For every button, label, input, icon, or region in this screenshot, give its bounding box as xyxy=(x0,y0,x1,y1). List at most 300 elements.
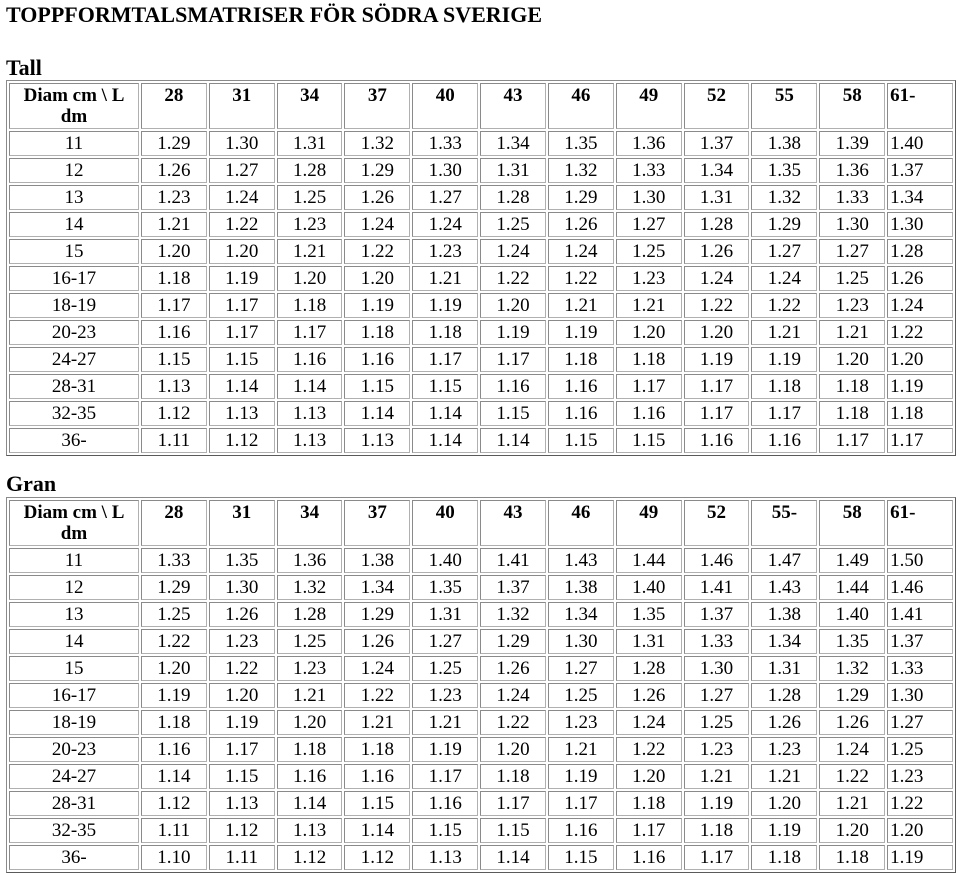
section-title-tall: Tall xyxy=(6,55,42,80)
table-cell: 1.14 xyxy=(344,401,410,426)
table-cell: 1.14 xyxy=(412,428,478,453)
table-cell: 1.17 xyxy=(209,293,275,318)
table-cell: 1.28 xyxy=(277,158,343,183)
table-cell: 1.19 xyxy=(209,710,275,735)
column-header: 40 xyxy=(412,83,478,129)
table-cell: 1.19 xyxy=(412,737,478,762)
table-cell: 1.41 xyxy=(887,602,953,627)
table-cell: 1.32 xyxy=(344,131,410,156)
table-cell: 1.34 xyxy=(344,575,410,600)
row-label: 20-23 xyxy=(9,320,139,345)
row-label: 18-19 xyxy=(9,293,139,318)
table-cell: 1.26 xyxy=(209,602,275,627)
table-cell: 1.21 xyxy=(684,764,750,789)
table-cell: 1.50 xyxy=(887,548,953,573)
table-cell: 1.17 xyxy=(684,401,750,426)
table-cell: 1.32 xyxy=(819,656,885,681)
table-cell: 1.21 xyxy=(616,293,682,318)
table-cell: 1.40 xyxy=(412,548,478,573)
table-row xyxy=(9,347,953,372)
table-cell: 1.14 xyxy=(480,428,546,453)
column-header: 61- xyxy=(887,500,953,546)
table-cell: 1.13 xyxy=(209,791,275,816)
table-row xyxy=(9,293,953,318)
table-cell: 1.29 xyxy=(548,185,614,210)
table-cell: 1.21 xyxy=(548,737,614,762)
table-cell: 1.22 xyxy=(684,293,750,318)
table-cell: 1.30 xyxy=(412,158,478,183)
table-cell: 1.17 xyxy=(209,320,275,345)
row-label: 11 xyxy=(9,131,139,156)
column-header: 37 xyxy=(344,500,410,546)
table-cell: 1.23 xyxy=(684,737,750,762)
table-cell: 1.24 xyxy=(412,212,478,237)
column-header: 43 xyxy=(480,83,546,129)
table-cell: 1.10 xyxy=(141,845,207,870)
table-cell: 1.30 xyxy=(887,212,953,237)
table-cell: 1.13 xyxy=(141,374,207,399)
table-cell: 1.23 xyxy=(209,629,275,654)
table-cell: 1.20 xyxy=(344,266,410,291)
tall-matrix-table xyxy=(6,80,956,456)
table-cell: 1.34 xyxy=(751,629,817,654)
corner-header: Diam cm \ L dm xyxy=(9,500,139,546)
row-label: 14 xyxy=(9,629,139,654)
table-cell: 1.40 xyxy=(616,575,682,600)
table-cell: 1.19 xyxy=(751,347,817,372)
table-cell: 1.16 xyxy=(141,320,207,345)
table-row xyxy=(9,575,953,600)
table-cell: 1.12 xyxy=(141,791,207,816)
table-cell: 1.23 xyxy=(141,185,207,210)
section-title-gran: Gran xyxy=(6,471,57,496)
table-cell: 1.19 xyxy=(684,791,750,816)
table-cell: 1.15 xyxy=(548,845,614,870)
table-row xyxy=(9,710,953,735)
table-cell: 1.16 xyxy=(412,791,478,816)
table-cell: 1.11 xyxy=(141,428,207,453)
column-header: 49 xyxy=(616,83,682,129)
table-cell: 1.19 xyxy=(480,320,546,345)
table-cell: 1.34 xyxy=(480,131,546,156)
table-cell: 1.22 xyxy=(141,629,207,654)
table-cell: 1.24 xyxy=(887,293,953,318)
table-cell: 1.18 xyxy=(277,737,343,762)
table-row xyxy=(9,683,953,708)
table-cell: 1.17 xyxy=(412,347,478,372)
table-cell: 1.23 xyxy=(277,656,343,681)
table-cell: 1.37 xyxy=(480,575,546,600)
table-cell: 1.26 xyxy=(751,710,817,735)
table-cell: 1.35 xyxy=(548,131,614,156)
table-cell: 1.12 xyxy=(209,428,275,453)
table-cell: 1.30 xyxy=(684,656,750,681)
table-cell: 1.22 xyxy=(480,710,546,735)
row-label: 15 xyxy=(9,239,139,264)
table-cell: 1.20 xyxy=(277,266,343,291)
table-cell: 1.12 xyxy=(344,845,410,870)
table-cell: 1.31 xyxy=(616,629,682,654)
corner-header: Diam cm \ L dm xyxy=(9,83,139,129)
table-cell: 1.27 xyxy=(751,239,817,264)
table-cell: 1.21 xyxy=(277,239,343,264)
table-cell: 1.15 xyxy=(548,428,614,453)
table-cell: 1.16 xyxy=(616,845,682,870)
table-row xyxy=(9,158,953,183)
table-cell: 1.27 xyxy=(887,710,953,735)
table-cell: 1.43 xyxy=(751,575,817,600)
table-cell: 1.25 xyxy=(616,239,682,264)
table-cell: 1.26 xyxy=(819,710,885,735)
table-cell: 1.35 xyxy=(412,575,478,600)
table-cell: 1.16 xyxy=(751,428,817,453)
table-cell: 1.28 xyxy=(684,212,750,237)
table-cell: 1.29 xyxy=(344,158,410,183)
table-cell: 1.20 xyxy=(887,347,953,372)
table-cell: 1.34 xyxy=(684,158,750,183)
table-row xyxy=(9,428,953,453)
header-row xyxy=(9,83,953,129)
table-cell: 1.16 xyxy=(616,401,682,426)
table-cell: 1.22 xyxy=(887,320,953,345)
table-cell: 1.18 xyxy=(141,710,207,735)
column-header: 49 xyxy=(616,500,682,546)
table-cell: 1.34 xyxy=(548,602,614,627)
table-cell: 1.35 xyxy=(819,629,885,654)
table-cell: 1.18 xyxy=(887,401,953,426)
table-cell: 1.31 xyxy=(751,656,817,681)
gran-matrix-table xyxy=(6,497,956,873)
table-cell: 1.44 xyxy=(616,548,682,573)
table-cell: 1.20 xyxy=(480,737,546,762)
table-cell: 1.21 xyxy=(277,683,343,708)
column-header: 58 xyxy=(819,83,885,129)
row-label: 16-17 xyxy=(9,266,139,291)
table-cell: 1.43 xyxy=(548,548,614,573)
table-cell: 1.37 xyxy=(684,602,750,627)
table-cell: 1.22 xyxy=(887,791,953,816)
table-cell: 1.22 xyxy=(616,737,682,762)
table-cell: 1.30 xyxy=(616,185,682,210)
table-cell: 1.18 xyxy=(344,737,410,762)
table-cell: 1.13 xyxy=(344,428,410,453)
table-cell: 1.23 xyxy=(751,737,817,762)
table-cell: 1.17 xyxy=(887,428,953,453)
table-cell: 1.26 xyxy=(548,212,614,237)
table-cell: 1.24 xyxy=(480,239,546,264)
row-label: 13 xyxy=(9,602,139,627)
table-cell: 1.22 xyxy=(344,683,410,708)
table-cell: 1.20 xyxy=(887,818,953,843)
table-cell: 1.46 xyxy=(887,575,953,600)
table-cell: 1.20 xyxy=(751,791,817,816)
table-cell: 1.33 xyxy=(684,629,750,654)
table-cell: 1.41 xyxy=(480,548,546,573)
table-cell: 1.25 xyxy=(412,656,478,681)
column-header: 55 xyxy=(751,83,817,129)
table-cell: 1.29 xyxy=(751,212,817,237)
table-cell: 1.22 xyxy=(209,212,275,237)
table-cell: 1.44 xyxy=(819,575,885,600)
column-header: 55- xyxy=(751,500,817,546)
table-cell: 1.31 xyxy=(412,602,478,627)
table-cell: 1.20 xyxy=(616,764,682,789)
table-cell: 1.26 xyxy=(684,239,750,264)
table-cell: 1.20 xyxy=(141,656,207,681)
table-cell: 1.13 xyxy=(277,818,343,843)
table-cell: 1.25 xyxy=(548,683,614,708)
table-cell: 1.35 xyxy=(616,602,682,627)
table-row xyxy=(9,791,953,816)
table-cell: 1.24 xyxy=(819,737,885,762)
table-cell: 1.32 xyxy=(751,185,817,210)
table-cell: 1.31 xyxy=(480,158,546,183)
table-cell: 1.22 xyxy=(480,266,546,291)
table-row xyxy=(9,845,953,870)
table-cell: 1.14 xyxy=(141,764,207,789)
table-cell: 1.14 xyxy=(412,401,478,426)
table-cell: 1.19 xyxy=(684,347,750,372)
row-label: 20-23 xyxy=(9,737,139,762)
table-cell: 1.27 xyxy=(209,158,275,183)
table-cell: 1.13 xyxy=(209,401,275,426)
table-cell: 1.26 xyxy=(616,683,682,708)
table-cell: 1.18 xyxy=(751,845,817,870)
table-cell: 1.12 xyxy=(277,845,343,870)
table-cell: 1.37 xyxy=(684,131,750,156)
table-cell: 1.16 xyxy=(277,764,343,789)
table-cell: 1.16 xyxy=(548,401,614,426)
table-cell: 1.20 xyxy=(684,320,750,345)
table-cell: 1.27 xyxy=(412,185,478,210)
table-cell: 1.19 xyxy=(141,683,207,708)
table-cell: 1.21 xyxy=(548,293,614,318)
row-label: 24-27 xyxy=(9,347,139,372)
table-cell: 1.13 xyxy=(277,401,343,426)
table-cell: 1.22 xyxy=(209,656,275,681)
table-cell: 1.17 xyxy=(751,401,817,426)
table-cell: 1.25 xyxy=(887,737,953,762)
table-cell: 1.30 xyxy=(548,629,614,654)
row-label: 16-17 xyxy=(9,683,139,708)
table-cell: 1.16 xyxy=(480,374,546,399)
table-cell: 1.18 xyxy=(141,266,207,291)
table-cell: 1.16 xyxy=(548,818,614,843)
table-cell: 1.17 xyxy=(684,845,750,870)
table-cell: 1.24 xyxy=(480,683,546,708)
table-cell: 1.38 xyxy=(344,548,410,573)
table-cell: 1.22 xyxy=(819,764,885,789)
table-cell: 1.13 xyxy=(277,428,343,453)
table-cell: 1.37 xyxy=(887,158,953,183)
table-cell: 1.20 xyxy=(616,320,682,345)
table-cell: 1.24 xyxy=(616,710,682,735)
table-cell: 1.24 xyxy=(344,212,410,237)
table-cell: 1.24 xyxy=(684,266,750,291)
table-cell: 1.21 xyxy=(141,212,207,237)
table-cell: 1.35 xyxy=(209,548,275,573)
table-cell: 1.26 xyxy=(141,158,207,183)
table-cell: 1.21 xyxy=(412,266,478,291)
table-cell: 1.17 xyxy=(480,347,546,372)
table-cell: 1.23 xyxy=(277,212,343,237)
table-cell: 1.24 xyxy=(344,656,410,681)
table-cell: 1.37 xyxy=(887,629,953,654)
table-cell: 1.17 xyxy=(819,428,885,453)
table-cell: 1.19 xyxy=(548,764,614,789)
table-cell: 1.22 xyxy=(751,293,817,318)
table-cell: 1.33 xyxy=(887,656,953,681)
table-cell: 1.28 xyxy=(480,185,546,210)
table-cell: 1.16 xyxy=(277,347,343,372)
table-cell: 1.14 xyxy=(209,374,275,399)
table-cell: 1.38 xyxy=(751,131,817,156)
table-cell: 1.27 xyxy=(548,656,614,681)
table-row xyxy=(9,629,953,654)
table-cell: 1.12 xyxy=(141,401,207,426)
table-cell: 1.31 xyxy=(277,131,343,156)
table-cell: 1.18 xyxy=(819,374,885,399)
table-cell: 1.29 xyxy=(480,629,546,654)
table-cell: 1.11 xyxy=(141,818,207,843)
table-cell: 1.15 xyxy=(412,818,478,843)
table-row xyxy=(9,374,953,399)
column-header: 43 xyxy=(480,500,546,546)
table-cell: 1.49 xyxy=(819,548,885,573)
table-cell: 1.24 xyxy=(751,266,817,291)
table-cell: 1.14 xyxy=(480,845,546,870)
table-cell: 1.18 xyxy=(480,764,546,789)
table-cell: 1.33 xyxy=(412,131,478,156)
table-cell: 1.18 xyxy=(412,320,478,345)
table-cell: 1.33 xyxy=(616,158,682,183)
row-label: 13 xyxy=(9,185,139,210)
table-cell: 1.18 xyxy=(684,818,750,843)
table-row xyxy=(9,401,953,426)
table-cell: 1.15 xyxy=(480,401,546,426)
table-cell: 1.20 xyxy=(141,239,207,264)
table-cell: 1.18 xyxy=(616,791,682,816)
table-cell: 1.21 xyxy=(751,320,817,345)
table-cell: 1.38 xyxy=(548,575,614,600)
table-cell: 1.20 xyxy=(209,683,275,708)
table-cell: 1.19 xyxy=(209,266,275,291)
table-row xyxy=(9,266,953,291)
table-cell: 1.16 xyxy=(344,347,410,372)
table-cell: 1.23 xyxy=(412,683,478,708)
column-header: 58 xyxy=(819,500,885,546)
table-cell: 1.19 xyxy=(344,293,410,318)
table-cell: 1.28 xyxy=(887,239,953,264)
table-cell: 1.24 xyxy=(209,185,275,210)
row-label: 18-19 xyxy=(9,710,139,735)
header-row xyxy=(9,500,953,546)
table-cell: 1.17 xyxy=(141,293,207,318)
table-cell: 1.41 xyxy=(684,575,750,600)
table-cell: 1.15 xyxy=(412,374,478,399)
table-cell: 1.20 xyxy=(480,293,546,318)
table-cell: 1.19 xyxy=(548,320,614,345)
table-cell: 1.23 xyxy=(412,239,478,264)
table-cell: 1.20 xyxy=(819,347,885,372)
row-label: 32-35 xyxy=(9,401,139,426)
table-cell: 1.40 xyxy=(819,602,885,627)
row-label: 15 xyxy=(9,656,139,681)
table-cell: 1.21 xyxy=(412,710,478,735)
table-cell: 1.25 xyxy=(277,185,343,210)
table-cell: 1.32 xyxy=(548,158,614,183)
table-cell: 1.35 xyxy=(751,158,817,183)
table-cell: 1.25 xyxy=(141,602,207,627)
table-row xyxy=(9,212,953,237)
table-cell: 1.16 xyxy=(141,737,207,762)
table-cell: 1.34 xyxy=(887,185,953,210)
table-cell: 1.24 xyxy=(548,239,614,264)
table-row xyxy=(9,602,953,627)
table-cell: 1.39 xyxy=(819,131,885,156)
table-cell: 1.22 xyxy=(344,239,410,264)
table-cell: 1.26 xyxy=(344,629,410,654)
table-cell: 1.21 xyxy=(819,791,885,816)
table-cell: 1.30 xyxy=(209,131,275,156)
table-cell: 1.29 xyxy=(141,131,207,156)
table-cell: 1.29 xyxy=(819,683,885,708)
row-label: 11 xyxy=(9,548,139,573)
row-label: 12 xyxy=(9,158,139,183)
row-label: 24-27 xyxy=(9,764,139,789)
table-cell: 1.38 xyxy=(751,602,817,627)
table-row xyxy=(9,656,953,681)
table-cell: 1.15 xyxy=(141,347,207,372)
table-cell: 1.27 xyxy=(412,629,478,654)
table-cell: 1.28 xyxy=(616,656,682,681)
table-cell: 1.18 xyxy=(548,347,614,372)
table-cell: 1.26 xyxy=(344,185,410,210)
table-cell: 1.30 xyxy=(209,575,275,600)
column-header: 52 xyxy=(684,500,750,546)
table-row xyxy=(9,764,953,789)
table-cell: 1.23 xyxy=(887,764,953,789)
table-cell: 1.21 xyxy=(344,710,410,735)
table-cell: 1.20 xyxy=(277,710,343,735)
table-cell: 1.25 xyxy=(277,629,343,654)
column-header: 28 xyxy=(141,83,207,129)
table-cell: 1.32 xyxy=(277,575,343,600)
table-cell: 1.12 xyxy=(209,818,275,843)
table-cell: 1.25 xyxy=(684,710,750,735)
table-cell: 1.17 xyxy=(548,791,614,816)
table-row xyxy=(9,320,953,345)
column-header: 37 xyxy=(344,83,410,129)
table-cell: 1.31 xyxy=(684,185,750,210)
table-cell: 1.19 xyxy=(887,845,953,870)
row-label: 28-31 xyxy=(9,791,139,816)
row-label: 32-35 xyxy=(9,818,139,843)
table-row xyxy=(9,737,953,762)
column-header: 34 xyxy=(277,83,343,129)
table-cell: 1.20 xyxy=(209,239,275,264)
page-title: TOPPFORMTALSMATRISER FÖR SÖDRA SVERIGE xyxy=(6,2,543,27)
table-cell: 1.15 xyxy=(616,428,682,453)
table-cell: 1.27 xyxy=(819,239,885,264)
table-cell: 1.19 xyxy=(751,818,817,843)
table-cell: 1.30 xyxy=(819,212,885,237)
table-cell: 1.47 xyxy=(751,548,817,573)
table-cell: 1.25 xyxy=(480,212,546,237)
table-cell: 1.21 xyxy=(751,764,817,789)
table-cell: 1.30 xyxy=(887,683,953,708)
table-cell: 1.18 xyxy=(751,374,817,399)
